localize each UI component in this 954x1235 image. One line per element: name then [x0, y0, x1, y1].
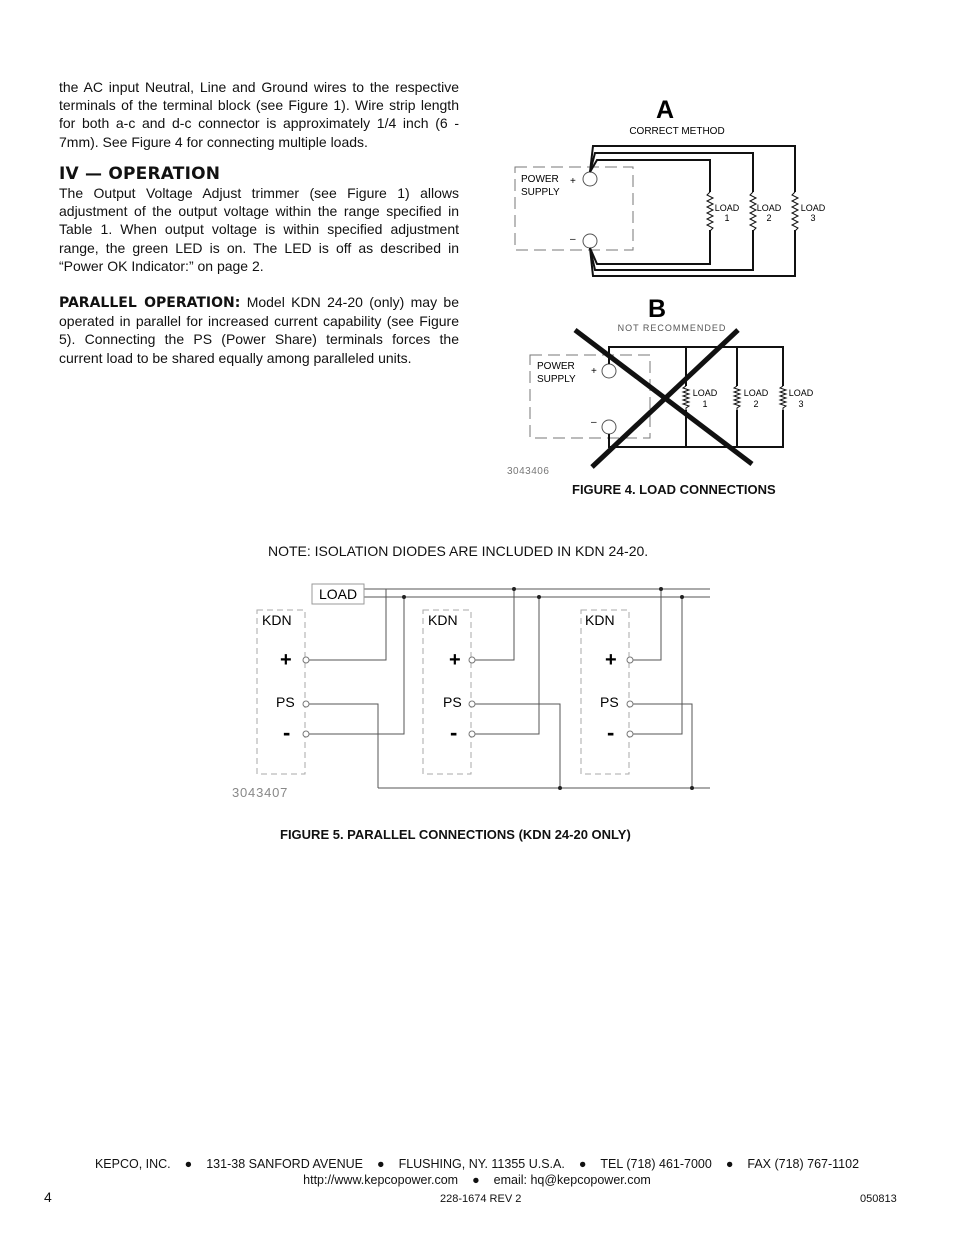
figure-5-wiring — [309, 589, 692, 788]
ps-label-2: PS — [443, 694, 462, 710]
load-a-1-label: LOAD — [714, 203, 740, 213]
minus-terminal-label-a: – — [570, 234, 576, 245]
panel-a-subtitle: CORRECT METHOD — [629, 126, 725, 137]
plus-terminal-label-a: + — [570, 176, 576, 187]
kdn-label-3: KDN — [585, 612, 615, 628]
load-b-2-number: 2 — [753, 399, 759, 409]
figure-5-diagram — [228, 578, 718, 804]
load-bus-lines — [358, 589, 710, 788]
supply-label-b-1: POWER — [537, 361, 575, 372]
load-box-label: LOAD — [318, 586, 358, 602]
minus-label-2: - — [450, 720, 458, 745]
load-a-1-number: 1 — [724, 213, 730, 223]
footer-contact-line — [0, 1157, 954, 1171]
kdn-label-1: KDN — [262, 612, 292, 628]
load-a-2-label: LOAD — [756, 203, 782, 213]
document-number: 228-1674 REV 2 — [440, 1193, 522, 1205]
parallel-operation-paragraph — [59, 293, 459, 367]
parallel-operation-heading: PARALLEL OPERATION: — [59, 295, 241, 312]
load-b-2-label: LOAD — [743, 388, 769, 398]
minus-label-1: - — [283, 720, 291, 745]
panel-b-subtitle: NOT RECOMMENDED — [617, 323, 727, 333]
figure-4-drawing-number: 3043406 — [507, 466, 550, 477]
minus-label-3: - — [607, 720, 615, 745]
panel-b-letter: B — [647, 295, 667, 323]
plus-label-3: + — [605, 649, 617, 671]
footer-company: KEPCO, INC. — [94, 1157, 171, 1171]
figure-5-drawing-number: 3043407 — [232, 785, 289, 800]
terminal-circles — [303, 657, 633, 737]
ps-label-3: PS — [600, 694, 619, 710]
bullet-icon: ● — [377, 1157, 385, 1171]
bullet-icon: ● — [472, 1173, 480, 1187]
figure-5-caption: FIGURE 5. PARALLEL CONNECTIONS (KDN 24-20 ONLY) — [280, 827, 631, 842]
figure-4-diagram — [495, 90, 835, 482]
bullet-icon: ● — [725, 1157, 734, 1171]
footer-city: FLUSHING, NY. 11355 U.S.A. — [398, 1157, 565, 1171]
load-b-3-label: LOAD — [788, 388, 814, 398]
footer-email-link[interactable]: email: hq@kepcopower.com — [493, 1173, 651, 1187]
supply-label-a-2: SUPPLY — [521, 187, 560, 198]
supply-label-b-2: SUPPLY — [537, 374, 576, 385]
page-number: 4 — [44, 1189, 52, 1205]
bullet-icon: ● — [184, 1157, 193, 1171]
bullet-icon: ● — [578, 1157, 587, 1171]
footer-address: 131-38 SANFORD AVENUE — [206, 1157, 363, 1171]
panel-a-power-supply — [515, 167, 633, 250]
kdn-units — [257, 610, 629, 774]
footer-website-link[interactable]: http://www.kepcopower.com — [303, 1173, 459, 1187]
footer-tel: TEL (718) 461-7000 — [600, 1157, 712, 1171]
footer-web-line — [0, 1173, 954, 1187]
plus-label-1: + — [280, 649, 292, 671]
kdn-label-2: KDN — [428, 612, 458, 628]
section-heading: IV — OPERATION — [59, 163, 221, 184]
load-a-2-number: 2 — [766, 213, 772, 223]
load-b-1-label: LOAD — [692, 388, 718, 398]
panel-b-power-supply — [530, 355, 650, 438]
minus-terminal-label-b: – — [591, 417, 597, 428]
supply-label-a-1: POWER — [521, 174, 559, 185]
kdn-unit-labels — [262, 612, 619, 745]
plus-label-2: + — [449, 649, 461, 671]
intro-paragraph: the AC input Neutral, Line and Ground wires to the respective terminals of the terminal block (see Figure 1). Wire strip length for both a-c and d-c connector is approximately 1/4 inch (6 - 7mm). See Figure 4 for connecting multiple loads. — [59, 79, 459, 150]
load-b-3-number: 3 — [798, 399, 804, 409]
panel-a-letter: A — [655, 96, 675, 124]
load-a-3-number: 3 — [810, 213, 816, 223]
operation-paragraph: The Output Voltage Adjust trimmer (see Figure 1) allows adjustment of the output voltage within the range specified in Table 1. When output voltage is within specified adjustment range, the green LED is on. The LED is off as described in “Power OK Indicator:” on page 2. — [59, 185, 459, 274]
left-column — [59, 78, 459, 367]
date-code: 050813 — [860, 1193, 897, 1205]
ps-label-1: PS — [276, 694, 295, 710]
load-a-3-label: LOAD — [800, 203, 826, 213]
load-b-1-number: 1 — [702, 399, 708, 409]
plus-terminal-label-b: + — [591, 366, 597, 377]
figure-5-note: NOTE: ISOLATION DIODES ARE INCLUDED IN KDN 24-20. — [268, 543, 649, 559]
footer-fax: FAX (718) 767-1102 — [747, 1157, 860, 1171]
parallel-operation-text: Model KDN 24-20 (only) may be operated in parallel for increased current capability (see Figure 5). Connecting the PS (Power Share) terminals forces the current load to be shared equally among paralleled units. — [59, 294, 459, 366]
figure-4-caption: FIGURE 4. LOAD CONNECTIONS — [572, 482, 776, 497]
